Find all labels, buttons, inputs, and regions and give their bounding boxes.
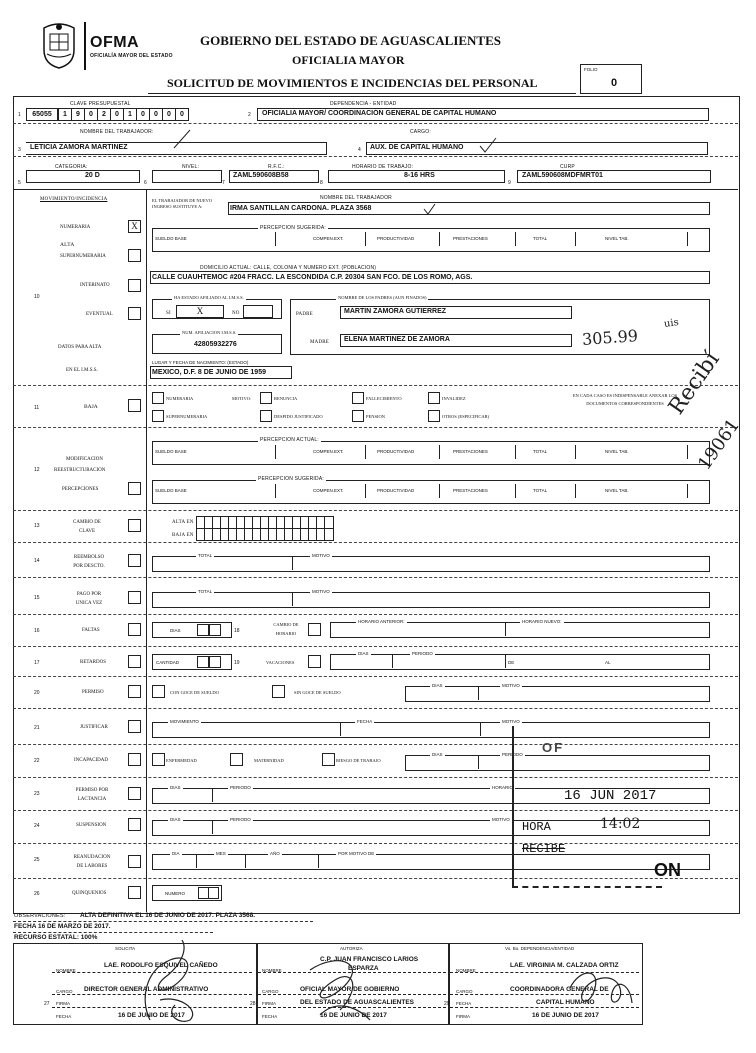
riesgo-checkbox[interactable] <box>322 753 335 766</box>
clave-digit: 0 <box>137 108 150 121</box>
supernumeraria-checkbox[interactable] <box>128 249 141 262</box>
con-goce-checkbox[interactable] <box>152 685 165 698</box>
percepcion-label: TOTAL <box>533 488 548 493</box>
incapacidad-checkbox[interactable] <box>128 753 141 766</box>
percepcion-label: PRESTACIONES <box>453 488 488 493</box>
sin-goce-checkbox[interactable] <box>272 685 285 698</box>
handwritten-amount: 305.99 <box>581 326 639 349</box>
folio-box: FOLIO 0 <box>580 64 642 94</box>
baja-numeraria-checkbox[interactable] <box>152 392 164 404</box>
pension-checkbox[interactable] <box>352 410 364 422</box>
interinato-checkbox[interactable] <box>128 279 141 292</box>
vacaciones-checkbox[interactable] <box>308 655 321 668</box>
signature-vobo <box>560 948 640 1018</box>
dependencia-field: OFICIALIA MAYOR/ COORDINACIÓN GENERAL DE CAPITAL HUMANO <box>257 108 709 121</box>
reanudacion-checkbox[interactable] <box>128 855 141 868</box>
clave-digit: 1 <box>58 108 72 121</box>
percepcion-label: NIVEL TAB. <box>605 488 629 493</box>
clave-digit: 1 <box>124 108 137 121</box>
percepcion-label: SUELDO BASE <box>155 488 187 493</box>
percepcion-label: COMPEN.EXT. <box>313 236 344 241</box>
office-title: OFICIALIA MAYOR <box>292 53 405 67</box>
percepcion-label: TOTAL <box>533 449 548 454</box>
reception-stamp: OF 16 JUN 2017 HORA 14:02 RECIBE ON <box>512 726 672 886</box>
handwritten-recibi: Recibí <box>664 347 725 420</box>
clave-digit: 2 <box>98 108 111 121</box>
signature-autoriza <box>280 940 390 1025</box>
baja-checkbox[interactable] <box>128 399 141 412</box>
renuncia-checkbox[interactable] <box>260 392 272 404</box>
logo-text: OFMA <box>90 34 140 51</box>
cambio-horario-checkbox[interactable] <box>308 623 321 636</box>
eventual-checkbox[interactable] <box>128 307 141 320</box>
percepcion-label: SUELDO BASE <box>155 449 187 454</box>
numeraria-checkbox[interactable]: X <box>128 220 141 233</box>
fallecimiento-checkbox[interactable] <box>352 392 364 404</box>
percepcion-label: PRESTACIONES <box>453 236 488 241</box>
percepcion-label: PRESTACIONES <box>453 449 488 454</box>
folio-value: 0 <box>611 77 618 89</box>
percepcion-label: NIVEL TAB. <box>605 236 629 241</box>
state-seal <box>38 20 80 70</box>
percepcion-label: PRODUCTIVIDAD <box>377 449 415 454</box>
percepcion-label: COMPEN.EXT. <box>313 449 344 454</box>
cargo-field: AUX. DE CAPITAL HUMANO <box>366 142 708 155</box>
imss-si-checkbox[interactable]: X <box>176 305 224 318</box>
cambio-clave-checkbox[interactable] <box>128 519 141 532</box>
form-title: SOLICITUD DE MOVIMIENTOS E INCIDENCIAS DEL PERSONAL <box>167 76 538 90</box>
otros-checkbox[interactable] <box>428 410 440 422</box>
percepcion-label: PRODUCTIVIDAD <box>377 236 415 241</box>
clave-digit: 0 <box>150 108 163 121</box>
clave-digit: 0 <box>163 108 176 121</box>
despido-checkbox[interactable] <box>260 410 272 422</box>
suspension-checkbox[interactable] <box>128 818 141 831</box>
nombre-field: LETICIA ZAMORA MARTINEZ <box>26 142 327 155</box>
enfermedad-checkbox[interactable] <box>152 753 165 766</box>
clave-digit: 9 <box>72 108 85 121</box>
permiso-checkbox[interactable] <box>128 685 141 698</box>
reembolso-checkbox[interactable] <box>128 554 141 567</box>
clave-digits <box>58 108 189 119</box>
percepcion-label: TOTAL <box>533 236 548 241</box>
faltas-checkbox[interactable] <box>128 623 141 636</box>
retardos-checkbox[interactable] <box>128 655 141 668</box>
clave-digit: 0 <box>111 108 124 121</box>
check-mark <box>422 202 436 216</box>
lactancia-checkbox[interactable] <box>128 787 141 800</box>
baja-supernumeraria-checkbox[interactable] <box>152 410 164 422</box>
invalidez-checkbox[interactable] <box>428 392 440 404</box>
logo-subtitle: OFICIALÍA MAYOR DEL ESTADO <box>90 53 173 59</box>
clave-digit: 0 <box>176 108 189 121</box>
handwritten-recibi-number: 19061 <box>694 415 745 475</box>
signature-solicita <box>120 940 230 1025</box>
imss-no-checkbox[interactable] <box>243 305 273 318</box>
clave-first: 65055 <box>26 108 58 121</box>
percepciones-checkbox[interactable] <box>128 482 141 495</box>
justificar-checkbox[interactable] <box>128 720 141 733</box>
clave-digit: 0 <box>85 108 98 121</box>
clave-cell[interactable] <box>324 528 334 541</box>
government-title: GOBIERNO DEL ESTADO DE AGUASCALIENTES <box>200 33 502 48</box>
handwritten-uis: uis <box>663 317 680 330</box>
percepcion-label: PRODUCTIVIDAD <box>377 488 415 493</box>
maternidad-checkbox[interactable] <box>230 753 243 766</box>
pago-unico-checkbox[interactable] <box>128 591 141 604</box>
check-mark <box>478 136 498 154</box>
check-mark <box>172 128 192 150</box>
quinquenios-checkbox[interactable] <box>128 886 141 899</box>
percepcion-label: COMPEN.EXT. <box>313 488 344 493</box>
percepcion-label: SUELDO BASE <box>155 236 187 241</box>
percepcion-label: NIVEL TAB. <box>605 449 629 454</box>
